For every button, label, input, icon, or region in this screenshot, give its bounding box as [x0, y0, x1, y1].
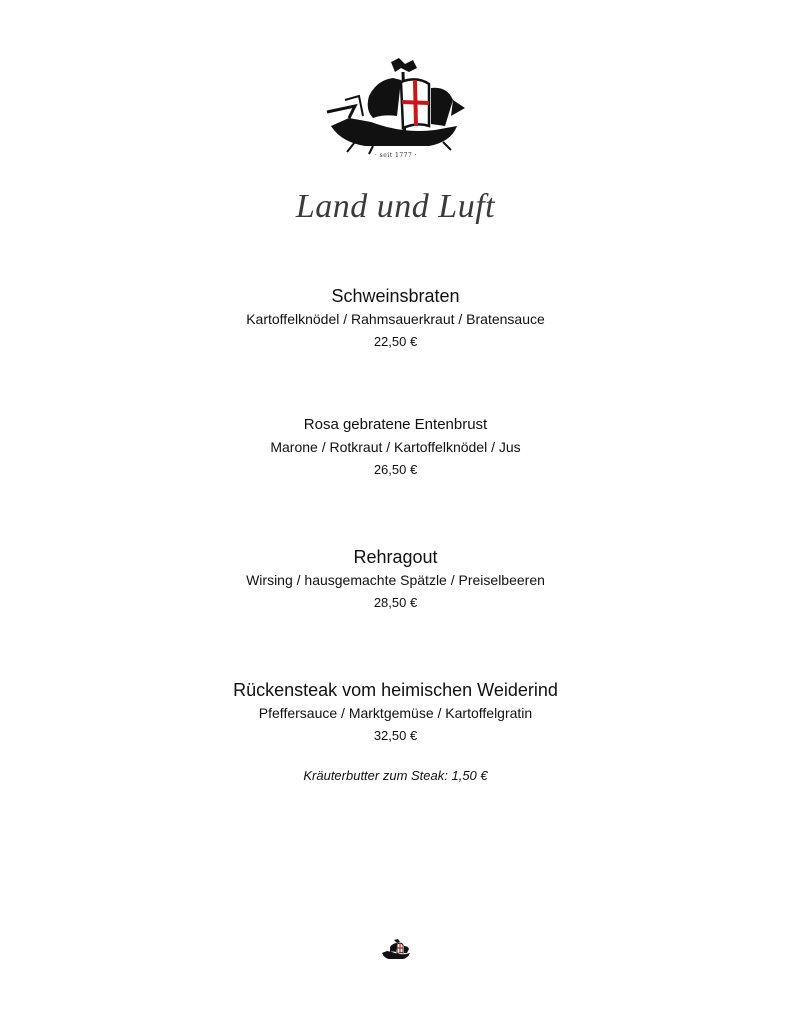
dish-sides: Marone / Rotkraut / Kartoffelknödel / Jus	[270, 439, 521, 455]
dish-name: Schweinsbraten	[331, 286, 460, 306]
dish-sides: Pfeffersauce / Marktgemüse / Kartoffelgratin	[258, 705, 533, 721]
dish-price: 32,50 €	[373, 728, 418, 743]
logo-caption: · seit 1777 ·	[374, 152, 418, 159]
dish-price: 26,50 €	[373, 462, 418, 477]
dish-sides: Wirsing / hausgemachte Spätzle / Preiselbeeren	[246, 572, 545, 588]
dish-item	[0, 678, 791, 747]
small-ship-icon	[381, 938, 411, 960]
dish-name: Rehragout	[353, 547, 438, 567]
dish-item	[0, 414, 791, 481]
dish-price: 28,50 €	[373, 595, 418, 610]
dish-item	[0, 284, 791, 353]
menu-title: Land und Luft	[295, 188, 496, 225]
dish-item	[0, 545, 791, 614]
steak-addon-note: Kräuterbutter zum Steak: 1,50 €	[303, 768, 488, 783]
dish-price: 22,50 €	[373, 334, 418, 349]
restaurant-logo	[325, 56, 467, 164]
dish-name: Rückensteak vom heimischen Weiderind	[233, 680, 558, 700]
dish-sides: Kartoffelknödel / Rahmsauerkraut / Bratensauce	[246, 311, 545, 327]
footer-logo	[381, 938, 411, 960]
dish-name: Rosa gebratene Entenbrust	[303, 416, 488, 433]
ship-icon	[325, 56, 467, 156]
